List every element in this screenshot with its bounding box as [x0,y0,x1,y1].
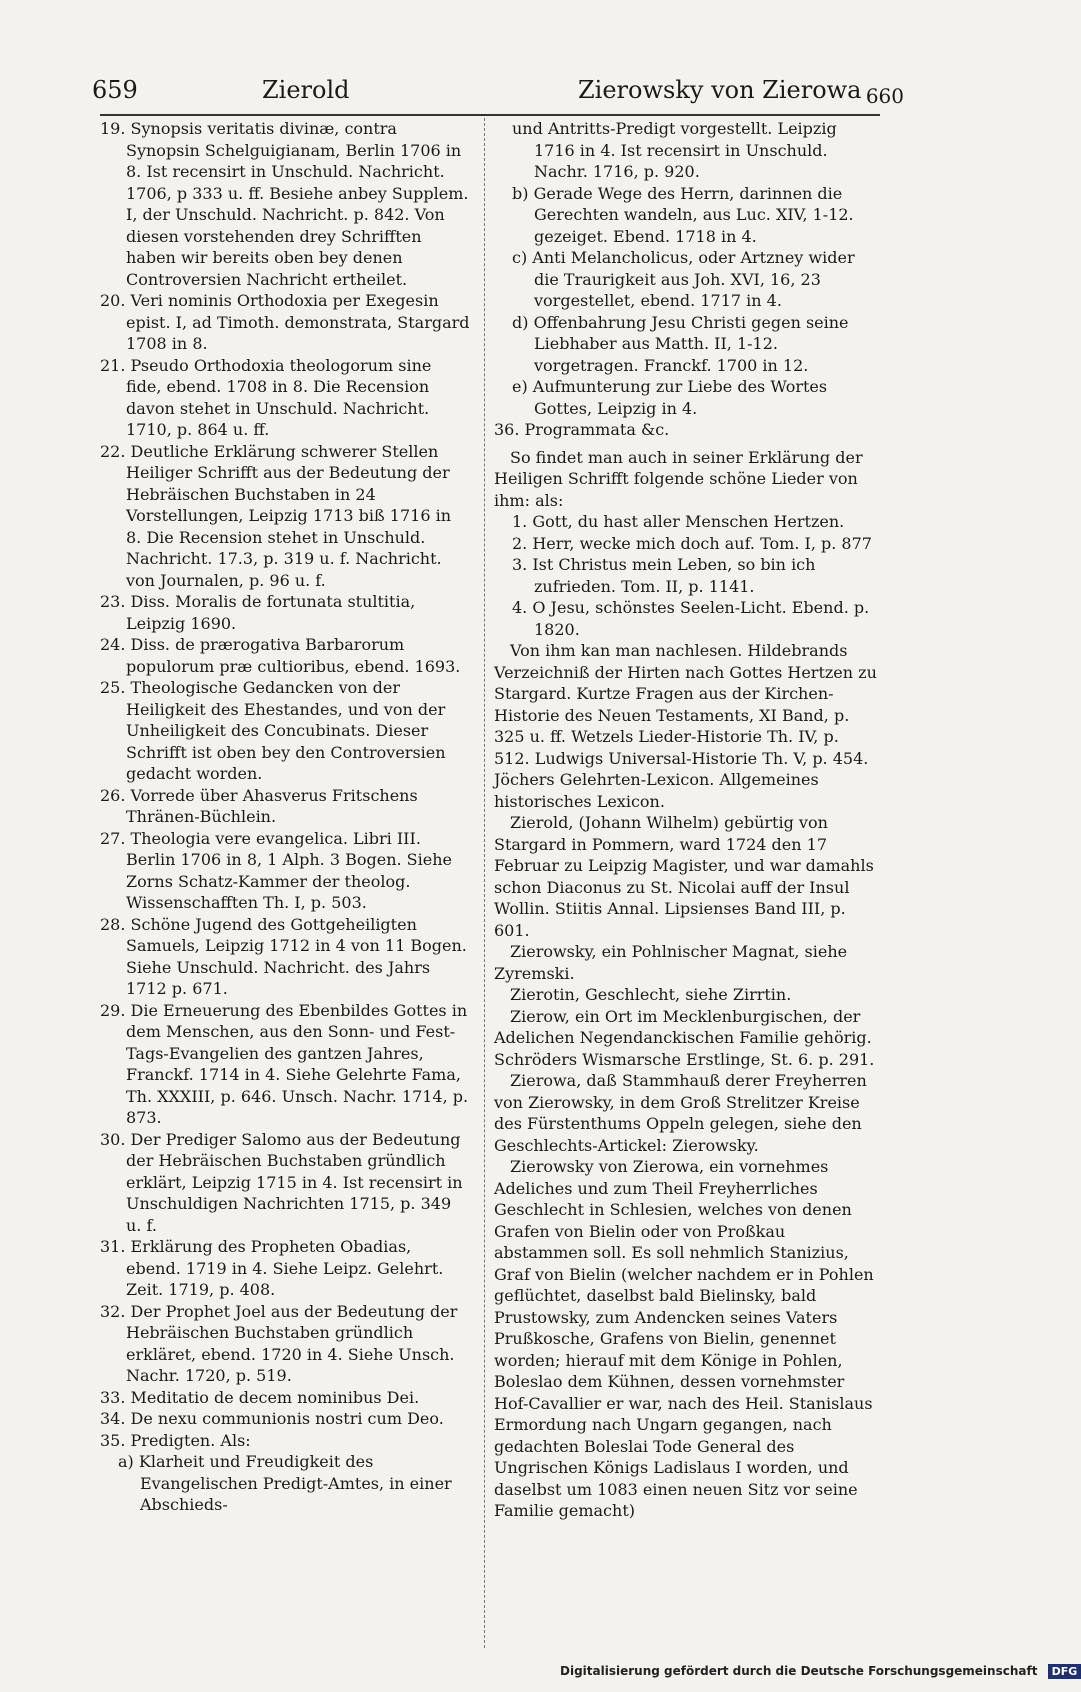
list-item: 25. Theologische Gedancken von der Heiligkeit des Ehestandes, und von der Unheiligkeit des Concubinats. Dieser Schrifft ist oben bey den Controversien gedacht worden. [100,678,446,783]
list-subitem: d) Offenbahrung Jesu Christi gegen seine Liebhaber aus Matth. II, 1-12. vorgetragen. Franckf. 1700 in 12. [512,312,849,375]
entry-zierowsky: Zierowsky, ein Pohlnischer Magnat, siehe Zyremski. [494,942,848,983]
list-item: 19. Synopsis veritatis divinæ, contra Synopsin Schelguigianam, Berlin 1706 in 8. Ist recensirt in Unschuld. Nachricht. 1706, p 333 u. ff. Besiehe anbey Supplem. I, der Unschuld. Nachricht. p. 842. Von diesen vorstehenden drey Schrifften haben wir bereits oben bey denen Controversien Nachricht ertheilet. [100,119,469,289]
list-item: 26. Vorrede über Ahasverus Fritschens Thränen-Büchlein. [100,785,418,826]
list-subitem: c) Anti Melancholicus, oder Artzney wider die Traurigkeit aus Joh. XVI, 16, 23 vorgestellet, ebend. 1717 in 4. [512,248,855,310]
list-subitem: b) Gerade Wege des Herrn, darinnen die Gerechten wandeln, aus Luc. XIV, 1-12. gezeiget. Ebend. 1718 in 4. [512,183,854,246]
page [92,70,904,1650]
funding-footer [560,1664,1078,1686]
list-subitem: und Antritts-Predigt vorgestellt. Leipzig 1716 in 4. Ist recensirt in Unschuld. Nachr. 1716, p. 920. [512,119,837,181]
paragraph: Von ihm kan man nachlesen. Hildebrands Verzeichniß der Hirten nach Gottes Hertzen zu Stargard. Kurtze Fragen aus der Kirchen-Historie des Neuen Testaments, XI Band, p. 325 u. ff. Wetzels Lieder-Historie Th. IV, p. 512. Ludwigs Universal-Historie Th. V, p. 454. Jöchers Gelehrten-Lexicon. Allgemeines historisches Lexicon. [494,641,877,811]
catchword-right: Zierowsky von Zierowa [578,76,862,104]
page-header [92,70,904,116]
entry-zierow: Zierow, ein Ort im Mecklenburgischen, der Adelichen Negendanckischen Familie gehörig. Schröders Wismarsche Erstlinge, St. 6. p. 291. [494,1006,875,1069]
song-item: 1. Gott, du hast aller Menschen Hertzen. [512,512,845,531]
list-item: 24. Diss. de prærogativa Barbarorum populorum præ cultioribus, ebend. 1693. [100,635,461,676]
song-item: 3. Ist Christus mein Leben, so bin ich zufrieden. Tom. II, p. 1141. [512,555,816,596]
list-item: 33. Meditatio de decem nominibus Dei. [100,1387,420,1407]
entry-zierotin: Zierotin, Geschlecht, siehe Zirrtin. [510,985,792,1004]
list-item: 21. Pseudo Orthodoxia theologorum sine fide, ebend. 1708 in 8. Die Recension davon stehet in Unschuld. Nachricht. 1710, p. 864 u. ff. [100,355,432,439]
entry-zierowsky-von-zierowa: Zierowsky von Zierowa, ein vornehmes Adeliches und zum Theil Freyherrliches Geschlecht in Schlesien, welches von denen Grafen von Bielin oder von Proßkau abstammen soll. Es soll nehmlich Stanizius, Graf von Bielin (welcher nachdem er in Pohlen geflüchtet, daselbst bald Bielinsky, bald Prustowsky, zum Andencken seines Vaters Prußkosche, Grafens von Bielin, genennet worden; hierauf mit dem Könige in Pohlen, Boleslao dem Kühnen, dessen vornehmster Hof-Cavallier er war, nach des Heil. Stanislaus Ermordung nach Ungarn gegangen, nach gedachten Boleslai Tode General des Ungrischen Königs Ladislaus I worden, und daselbst um 1083 einen neuen Sitz vor seine Familie gemacht) [494,1157,874,1520]
list-subitem: a) Klarheit und Freudigkeit des Evangelischen Predigt-Amtes, in einer Abschieds- [118,1452,452,1514]
entry-zierold: Zierold, (Johann Wilhelm) gebürtig von Stargard in Pommern, ward 1724 den 17 Februar zu Leipzig Magister, und war damahls schon Diaconus zu St. Nicolai auff der Insul Wollin. Stiitis Annal. Lipsienses Band III, p. 601. [494,813,874,940]
intro-paragraph: So findet man auch in seiner Erklärung der Heiligen Schrifft folgende schöne Lieder von ihm: als: [494,447,863,510]
left-column [100,118,470,1648]
catchword-left: Zierold [262,76,350,104]
column-divider [484,118,485,1648]
list-item: 20. Veri nominis Orthodoxia per Exegesin epist. I, ad Timoth. demonstrata, Stargard 1708 in 8. [100,291,470,353]
list-subitem: e) Aufmunterung zur Liebe des Wortes Gottes, Leipzig in 4. [512,377,828,418]
list-item: 30. Der Prediger Salomo aus der Bedeutung der Hebräischen Buchstaben gründlich erklärt, Leipzig 1715 in 4. Ist recensirt in Unschuldigen Nachrichten 1715, p. 349 u. f. [100,1129,463,1235]
right-column [494,118,878,1648]
list-item: 35. Predigten. Als: [100,1430,251,1450]
footer-text: Digitalisierung gefördert durch die Deutsche Forschungsgemeinschaft [560,1664,1038,1678]
list-item: 22. Deutliche Erklärung schwerer Stellen Heiliger Schrifft aus der Bedeutung der Hebräischen Buchstaben in 24 Vorstellungen, Leipzig 1713 biß 1716 in 8. Die Recension stehet in Unschuld. Nachricht. 17.3, p. 319 u. f. Nachricht. von Journalen, p. 96 u. f. [100,441,451,590]
list-item: 36. Programmata &c. [494,420,670,439]
song-item: 2. Herr, wecke mich doch auf. Tom. I, p. 877 [512,533,872,553]
list-item: 28. Schöne Jugend des Gottgeheiligten Samuels, Leipzig 1712 in 4 von 11 Bogen. Siehe Unschuld. Nachricht. des Jahrs 1712 p. 671. [100,914,467,998]
list-item: 34. De nexu communionis nostri cum Deo. [100,1409,444,1428]
list-item: 27. Theologia vere evangelica. Libri III. Berlin 1706 in 8, 1 Alph. 3 Bogen. Siehe Zorns Schatz-Kammer der theolog. Wissenschafften Th. I, p. 503. [100,828,452,912]
song-item: 4. O Jesu, schönstes Seelen-Licht. Ebend. p. 1820. [512,598,870,639]
entry-zierowa: Zierowa, daß Stammhauß derer Freyherren von Zierowsky, in dem Groß Strelitzer Kreise des Fürstenthums Oppeln gelegen, siehe den Geschlechts-Artickel: Zierowsky. [494,1071,867,1155]
list-item: 32. Der Prophet Joel aus der Bedeutung der Hebräischen Buchstaben gründlich erkläret, ebend. 1720 in 4. Siehe Unsch. Nachr. 1720, p. 519. [100,1301,458,1385]
page-number-right: 660 [865,84,904,108]
list-item: 31. Erklärung des Propheten Obadias, ebend. 1719 in 4. Siehe Leipz. Gelehrt. Zeit. 1719, p. 408. [100,1237,444,1299]
page-number-left: 659 [92,76,138,104]
list-item: 23. Diss. Moralis de fortunata stultitia, Leipzig 1690. [100,592,416,633]
list-item: 29. Die Erneuerung des Ebenbildes Gottes in dem Menschen, aus den Sonn- und Fest-Tags-Evangelien des gantzen Jahres, Franckf. 1714 in 4. Siehe Gelehrte Fama, Th. XXXIII, p. 646. Unsch. Nachr. 1714, p. 873. [100,1000,469,1127]
dfg-logo: DFG [1048,1664,1081,1679]
